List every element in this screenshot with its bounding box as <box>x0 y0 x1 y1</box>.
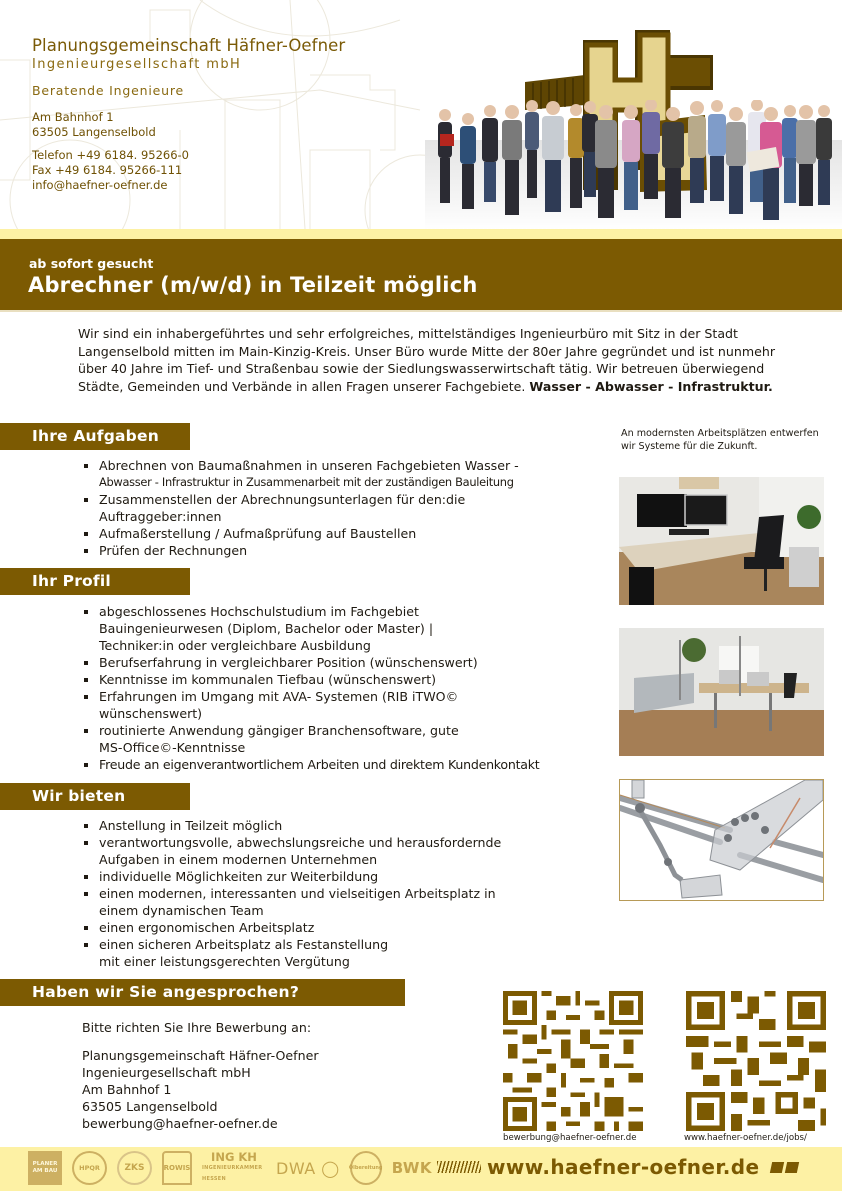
aufgaben-list <box>82 457 617 559</box>
pipe-network-rendering <box>619 779 824 901</box>
application-intro: Bitte richten Sie Ihre Bewerbung an: <box>82 1020 312 1035</box>
list-item-continuation: Techniker:in oder vergleichbare Ausbildung <box>99 638 371 653</box>
qr-label-email: bewerbung@haefner-oefner.de <box>503 1133 637 1143</box>
application-email-link[interactable]: bewerbung@haefner-oefner.de <box>82 1116 278 1131</box>
badge-ingenieurkammer-icon: ING KH INGENIEURKAMMER HESSEN <box>202 1149 263 1182</box>
address-street: Am Bahnhof 1 <box>32 110 114 124</box>
list-item: Zusammenstellen der Abrechnungsunterlagen für den:die <box>82 491 617 508</box>
list-item-continuation: Auftraggeber:innen <box>99 509 222 524</box>
letterhead <box>0 0 842 229</box>
website-link[interactable] <box>437 1155 798 1179</box>
badge-rowis-icon: ROWIS <box>162 1151 192 1185</box>
list-item: Erfahrungen im Umgang mit AVA- Systemen (RIB iTWO© <box>82 688 617 705</box>
list-item: Kenntnisse im kommunalen Tiefbau (wünschenswert) <box>82 671 617 688</box>
badge-oelbereitung-icon: Ölbereitung <box>350 1151 382 1185</box>
company-tagline: Beratende Ingenieure <box>32 83 184 98</box>
badge-planer-am-bau-icon: PLANER AM BAU <box>28 1151 62 1185</box>
photo-caption: An modernsten Arbeitsplätzen entwerfen wir Systeme für die Zukunft. <box>621 428 819 452</box>
list-item: abgeschlossenes Hochschulstudium im Fachgebiet <box>82 603 617 620</box>
open-office-photo <box>619 628 824 756</box>
section-heading-profil: Ihr Profil <box>0 568 190 595</box>
address-street: Am Bahnhof 1 <box>82 1082 172 1097</box>
3d-pipe-network-illustration <box>620 780 823 900</box>
company-contact <box>32 148 345 193</box>
banner-divider <box>0 310 842 312</box>
list-item-continuation: Abwasser - Infrastruktur in Zusammenarbeit mit der zuständigen Bauleitung <box>99 475 514 489</box>
badge-dwa-icon: DWA ◯ <box>276 1158 340 1178</box>
list-item-continuation: Aufgaben in einem modernen Unternehmen <box>99 852 378 867</box>
hatch-decoration-icon <box>437 1161 481 1173</box>
qr-label-jobs: www.haefner-oefner.de/jobs/ <box>684 1133 807 1143</box>
list-item: individuelle Möglichkeiten zur Weiterbildung <box>82 868 617 885</box>
list-item: verantwortungsvolle, abwechslungsreiche und herausfordernde <box>82 834 617 851</box>
footer-bar <box>0 1147 842 1191</box>
company-address <box>32 110 345 140</box>
company-intro <box>78 325 778 395</box>
list-item-continuation: Bauingenieurwesen (Diplom, Bachelor oder Master) | <box>99 621 434 636</box>
profil-list <box>82 603 617 773</box>
list-item-continuation: wünschenswert) <box>99 706 203 721</box>
email-link[interactable]: info@haefner-oefner.de <box>32 178 168 192</box>
certification-badges <box>28 1149 432 1187</box>
list-item: Prüfen der Rechnungen <box>82 542 617 559</box>
office-photo-illustration <box>619 477 824 605</box>
qr-code-email[interactable] <box>503 991 643 1131</box>
address-legal-form: Ingenieurgesellschaft mbH <box>82 1065 251 1080</box>
intro-text: Wir sind ein inhabergeführtes und sehr erfolgreiches, mittelständiges Ingenieurbüro mit Sitz in der Stadt Langenselbold mitten im Main-Kinzig-Kreis. Unser Büro wurde Mitte der 80er Jahre gegründet und ist nunmehr über 40 Jahre im Tief- und Straßenbau sowie der Siedlungswasserwirtschaft tätig. Wir betreuen überwiegend Städte, Gemeinden und Verbände in allen Fragen unserer Fachgebiete. <box>78 326 776 394</box>
section-heading-aufgaben: Ihre Aufgaben <box>0 423 190 450</box>
section-heading-contact: Haben wir Sie angesprochen? <box>0 979 405 1006</box>
list-item-continuation: einem dynamischen Team <box>99 903 264 918</box>
bieten-list <box>82 817 617 970</box>
phone-number: Telefon +49 6184. 95266-0 <box>32 148 189 162</box>
list-item: Freude an eigenverantwortlichem Arbeiten und direktem Kundenkontakt <box>82 756 617 773</box>
list-item-continuation: mit einer leistungsgerechten Vergütung <box>99 954 350 969</box>
application-address <box>82 1019 319 1132</box>
team-group-photo <box>430 100 835 229</box>
job-kicker: ab sofort gesucht <box>29 256 154 271</box>
header-accent-band <box>0 229 842 239</box>
list-item-continuation: MS-Office©-Kenntnisse <box>99 740 246 755</box>
list-item: einen ergonomischen Arbeitsplatz <box>82 919 617 936</box>
list-item: Berufserfahrung in vergleichbarer Position (wünschenswert) <box>82 654 617 671</box>
team-hero-image <box>425 20 835 228</box>
intro-emphasis: Wasser - Abwasser - Infrastruktur. <box>529 378 773 394</box>
address-city: 63505 Langenselbold <box>32 125 156 139</box>
address-city: 63505 Langenselbold <box>82 1099 218 1114</box>
section-heading-bieten: Wir bieten <box>0 783 190 810</box>
office-workstation-photo <box>619 477 824 605</box>
badge-hpqr-icon: HPQR <box>72 1151 107 1185</box>
qr-code-jobs-website[interactable] <box>686 991 826 1131</box>
website-url[interactable]: www.haefner-oefner.de <box>487 1155 760 1179</box>
company-legal-form: Ingenieurgesellschaft mbH <box>32 57 242 72</box>
block-decoration-icon <box>771 1162 798 1173</box>
fax-number: Fax +49 6184. 95266-111 <box>32 163 183 177</box>
list-item: Aufmaßerstellung / Aufmaßprüfung auf Baustellen <box>82 525 617 542</box>
company-name: Planungsgemeinschaft Häfner-Oefner <box>32 36 346 55</box>
list-item: einen sicheren Arbeitsplatz als Festanstellung <box>82 936 617 953</box>
job-title: Abrechner (m/w/d) in Teilzeit möglich <box>28 273 478 297</box>
list-item: Abrechnen von Baumaßnahmen in unseren Fachgebieten Wasser - <box>82 457 617 474</box>
company-info <box>32 36 345 193</box>
list-item: Anstellung in Teilzeit möglich <box>82 817 617 834</box>
badge-bwk-icon: BWK <box>391 1159 433 1177</box>
job-title-banner <box>0 239 842 310</box>
badge-zks-icon: ZKS <box>117 1151 152 1185</box>
open-office-illustration <box>619 628 824 756</box>
address-company-name: Planungsgemeinschaft Häfner-Oefner <box>82 1048 319 1063</box>
list-item: einen modernen, interessanten und vielseitigen Arbeitsplatz in <box>82 885 617 902</box>
list-item: routinierte Anwendung gängiger Branchensoftware, gute <box>82 722 617 739</box>
